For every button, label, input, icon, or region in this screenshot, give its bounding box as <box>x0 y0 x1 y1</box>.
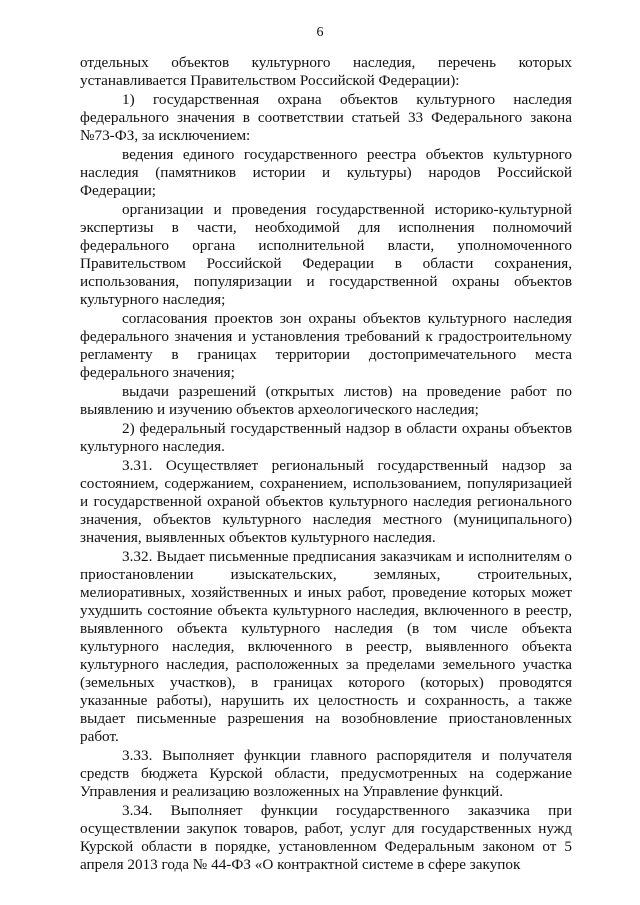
document-body <box>80 54 576 875</box>
page-number: 6 <box>316 25 324 40</box>
paragraph-exception-permits: выдачи разрешений (открытых листов) на проведение работ по выявлению и изучению объектов археологического наследия; <box>80 383 576 418</box>
paragraph-exception-register: ведения единого государственного реестра объектов культурного наследия (памятников истории и культуры) народов Российской Федерации; <box>80 146 576 199</box>
paragraph-exception-expertise: организации и проведения государственной историко-культурной экспертизы в части, необходимой для исполнения полномочий федерального органа исполнительной власти, уполномоченного Правительством Российской Федерации в области сохранения, использования, популяризации и государственной охраны объектов культурного наследия; <box>80 201 576 308</box>
paragraph-3-32: 3.32. Выдает письменные предписания заказчикам и исполнителям о приостановлении изыскательских, земляных, строительных, мелиоративных, хозяйственных и иных работ, проведение которых может ухудшить состояние объекта культурного наследия, включенного в реестр, выявленного объекта культурного наследия (в том числе объекта культурного наследия, включенного в реестр, выявленного объекта культурного наследия, расположенных за пределами земельного участка (земельных участков), в границах которого (которых) проводятся указанные работы), нарушить их целостность и сохранность, а также выдает письменные разрешения на возобновление приостановленных работ. <box>80 548 576 745</box>
paragraph-item-2: 2) федеральный государственный надзор в области охраны объектов культурного наследия. <box>80 420 576 455</box>
paragraph-exception-zones: согласования проектов зон охраны объектов культурного наследия федерального значения и установления требований к градостроительному регламенту в границах территории достопримечательного места федерального значения; <box>80 310 576 381</box>
paragraph-3-33: 3.33. Выполняет функции главного распорядителя и получателя средств бюджета Курской области, предусмотренных на содержание Управления и реализацию возложенных на Управление функций. <box>80 747 576 800</box>
paragraph-intro-continuation: отдельных объектов культурного наследия, перечень которых устанавливается Правительством Российской Федерации): <box>80 54 576 89</box>
paragraph-item-1: 1) государственная охрана объектов культурного наследия федерального значения в соответствии статьей 33 Федерального закона №73-ФЗ, за исключением: <box>80 91 576 144</box>
paragraph-3-34: 3.34. Выполняет функции государственного заказчика при осуществлении закупок товаров, работ, услуг для государственных нужд Курской области в порядке, установленном Федеральным законом от 5 апреля 2013 года № 44-ФЗ «О контрактной системе в сфере закупок <box>80 802 576 873</box>
paragraph-3-31: 3.31. Осуществляет региональный государственный надзор за состоянием, содержанием, сохранением, использованием, популяризацией и государственной охраной объектов культурного наследия регионального значения, объектов культурного наследия местного (муниципального) значения, выявленных объектов культурного наследия. <box>80 457 576 546</box>
